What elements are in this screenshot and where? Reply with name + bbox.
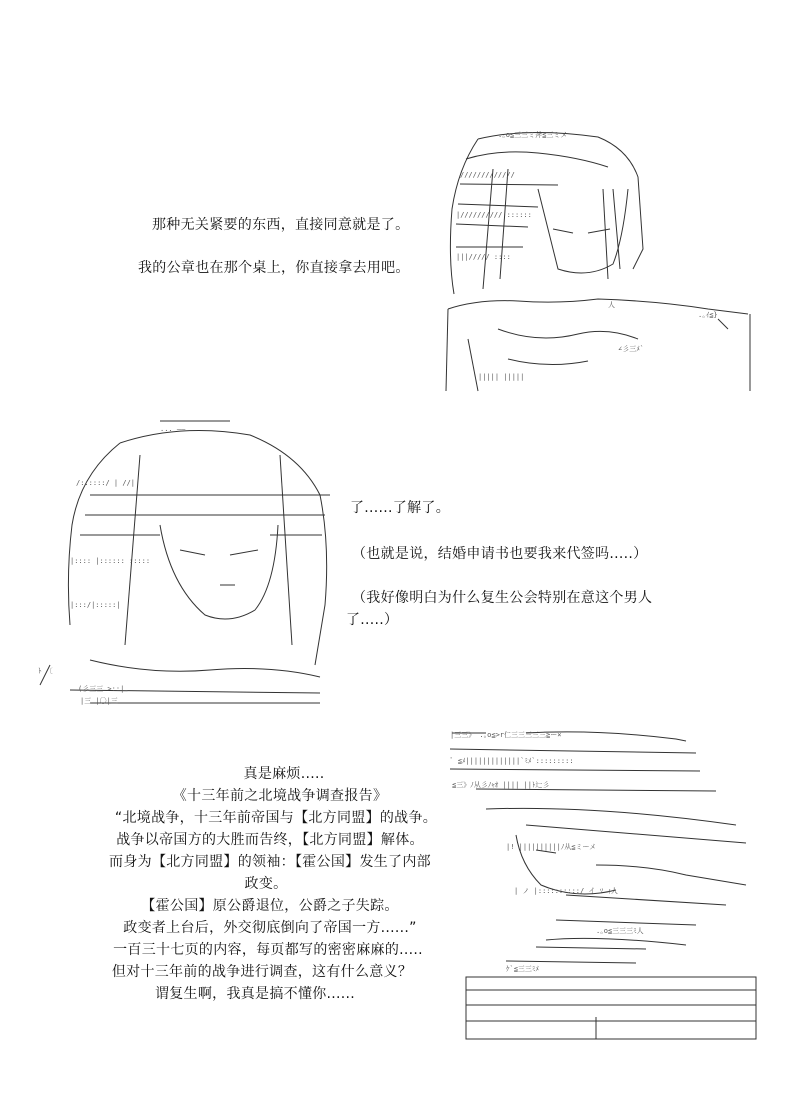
svg-text:|:::: |:::::: :::::: |:::: |:::::: ::::: (70, 557, 151, 565)
dialogue-line: （也就是说，结婚申请书也要我来代签吗.....） (352, 546, 648, 562)
svg-text:(彡三三 >::|: (彡三三 >::| (78, 685, 125, 693)
svg-text:.｡o≦三三ミ斧≦三ミメ: .｡o≦三三ミ斧≦三ミメ (498, 131, 568, 139)
svg-text:≦三》ﾉ从彡ﾉｬｵ |||| ||ﾄ辷彡: ≦三》ﾉ从彡ﾉｬｵ |||| ||ﾄ辷彡 (452, 781, 550, 789)
dialogue-line: 了.....） (346, 612, 399, 628)
dialogue-line: （我好像明白为什么复生公会特别在意这个男人 (352, 590, 653, 606)
report-line: 【霍公国】原公爵退位，公爵之子失踪。 (141, 898, 399, 914)
svg-text:... ——: ... —— (160, 425, 186, 433)
svg-text://///////////: ///////////// (460, 171, 515, 179)
dialogue-line: 我的公章也在那个桌上，你直接拿去用吧。 (138, 260, 410, 276)
svg-text:|! ||||||||||ﾉ从≦ミーメ: |! ||||||||||ﾉ从≦ミーメ (506, 843, 597, 851)
svg-text:ｹ`≦三三ﾐﾒ: ｹ`≦三三ﾐﾒ (506, 965, 539, 973)
svg-text:ﾄ 〔: ﾄ 〔 (38, 667, 53, 675)
monologue-line: 真是麻烦..... (243, 766, 325, 782)
monologue-line: 一百三十七页的内容，每页都写的密密麻麻的..... (113, 942, 423, 958)
svg-text:.｡ｲ≦}: .｡ｲ≦} (698, 311, 718, 319)
svg-text:人: 人 (608, 301, 615, 309)
dialogue-line: 了......了解了。 (350, 500, 451, 516)
monologue-line: 但对十三年前的战争进行调查，这有什么意义？ (111, 964, 413, 980)
svg-text:|三 |〇|三: |三 |〇|三 (80, 697, 118, 705)
ascii-art-figure (438, 110, 758, 381)
svg-text:| ノ |::::::::::/ イ ｿ ｨ人: | ノ |::::::::::/ イ ｿ ｨ人 (514, 887, 618, 895)
panel-3 (0, 700, 800, 1030)
report-line: 而身为【北方同盟】的领袖：【霍公国】发生了内部 (109, 854, 431, 870)
ascii-art-figure (30, 396, 340, 705)
panel-1 (0, 100, 800, 380)
svg-text:|三三》 .｡o≦>r仁三三三三三≧ー×: |三三》 .｡o≦>r仁三三三三三≧ー× (450, 731, 562, 739)
svg-text:||||| |||||: ||||| ||||| (478, 373, 525, 381)
panel-2 (0, 392, 800, 705)
svg-text:|:::/|:::::|: |:::/|:::::| (70, 601, 121, 609)
report-line: “北境战争，十三年前帝国与【北方同盟】的战争。 (114, 810, 438, 826)
svg-text:ﾞ ≦ﾒ|||||||||||||`ﾐﾒ`:::::::::: ﾞ ≦ﾒ|||||||||||||`ﾐﾒ`::::::::: (450, 757, 574, 765)
svg-text:|////////// ::::::: |////////// :::::: (456, 211, 532, 219)
report-line: 政变。 (244, 876, 288, 892)
dialogue-line: 那种无关紧要的东西，直接同意就是了。 (152, 217, 410, 233)
report-title: 《十三年前之北境战争调查报告》 (172, 788, 388, 804)
svg-text:/::::::/ | //|: /::::::/ | //| (76, 479, 136, 487)
report-line: 政变者上台后，外交彻底倒向了帝国一方......” (123, 920, 417, 936)
svg-text:.｡o≦三三三ﾐ人: .｡o≦三三三ﾐ人 (596, 927, 644, 935)
monologue-line: 谓复生啊，我真是搞不懂你...... (154, 986, 356, 1002)
ascii-art-figure (446, 706, 762, 1022)
svg-text:∠彡三ﾒ`: ∠彡三ﾒ` (618, 345, 644, 353)
svg-text:|||///// ::::: |||///// :::: (456, 253, 511, 261)
report-line: 战争以帝国方的大胜而告终，【北方同盟】解体。 (116, 832, 424, 848)
